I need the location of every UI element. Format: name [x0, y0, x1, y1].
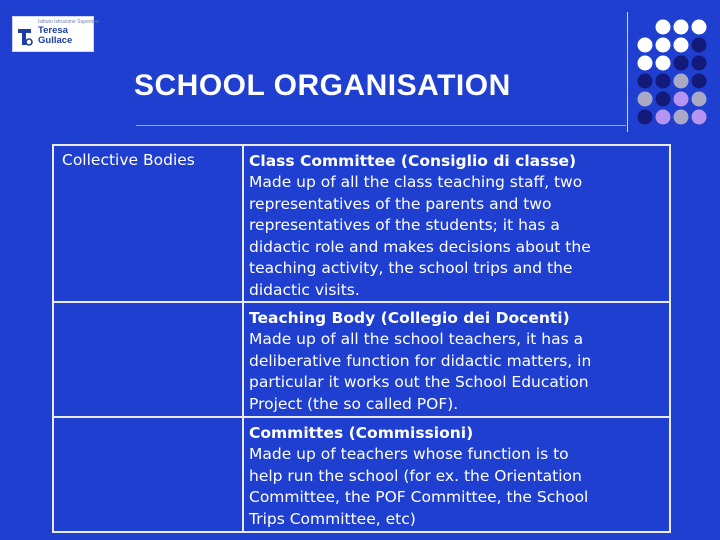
- decorative-dot: [638, 56, 653, 71]
- class-committee-heading: Class Committee (Consiglio di classe): [249, 152, 577, 170]
- logo-subtitle: Istituto Istruzione Superiore: [38, 19, 99, 25]
- logo-name-first: Teresa: [38, 25, 68, 36]
- left-label-cell: [53, 145, 243, 302]
- collective-bodies-table: [52, 144, 671, 533]
- class-committee-description: Made up of all the class teaching staff, two representatives of the parents and two representatives of the students; it has a didactic role and makes decisions about the teaching activity, the school trips and the didactic visits.: [249, 173, 591, 299]
- decorative-dot: [692, 74, 707, 89]
- class-committee-cell: [243, 145, 670, 302]
- decorative-dot: [656, 56, 671, 71]
- decorative-dot: [638, 74, 653, 89]
- decorative-dot: [656, 92, 671, 107]
- table-row: [53, 145, 670, 302]
- decorative-dot: [674, 110, 689, 125]
- left-empty-cell: [53, 302, 243, 417]
- decorative-dot: [692, 110, 707, 125]
- decorative-dot: [674, 92, 689, 107]
- decorative-dot: [638, 38, 653, 53]
- teaching-body-heading: Teaching Body (Collegio dei Docenti): [249, 309, 570, 327]
- collective-bodies-label: Collective Bodies: [62, 151, 195, 169]
- page-title: SCHOOL ORGANISATION: [134, 69, 511, 102]
- decorative-dot: [692, 56, 707, 71]
- decorative-dot: [656, 38, 671, 53]
- committees-description: Made up of teachers whose function is to help run the school (for ex. the Orientation Committee, the POF Committee, the School Trips Committee, etc): [249, 445, 589, 528]
- committees-heading: Committes (Commissioni): [249, 424, 474, 442]
- table-row: [53, 302, 670, 417]
- decorative-dot-grid: [0, 0, 720, 140]
- teaching-body-cell: [243, 302, 670, 417]
- decorative-dot: [638, 110, 653, 125]
- decorative-dot: [674, 20, 689, 35]
- decorative-dot: [692, 92, 707, 107]
- committees-cell: [243, 417, 670, 532]
- table-row: [53, 417, 670, 532]
- decorative-dot: [674, 56, 689, 71]
- left-empty-cell: [53, 417, 243, 532]
- decorative-dot: [692, 20, 707, 35]
- decorative-dot: [656, 110, 671, 125]
- decorative-dot: [638, 92, 653, 107]
- logo-name-last: Gullace: [38, 35, 73, 46]
- decorative-dot: [656, 20, 671, 35]
- decorative-dot: [674, 74, 689, 89]
- teaching-body-description: Made up of all the school teachers, it has a deliberative function for didactic matters, in particular it works out the School Education Project (the so called POF).: [249, 330, 592, 413]
- decorative-dot: [656, 74, 671, 89]
- decorative-dot: [692, 38, 707, 53]
- decorative-dot: [674, 38, 689, 53]
